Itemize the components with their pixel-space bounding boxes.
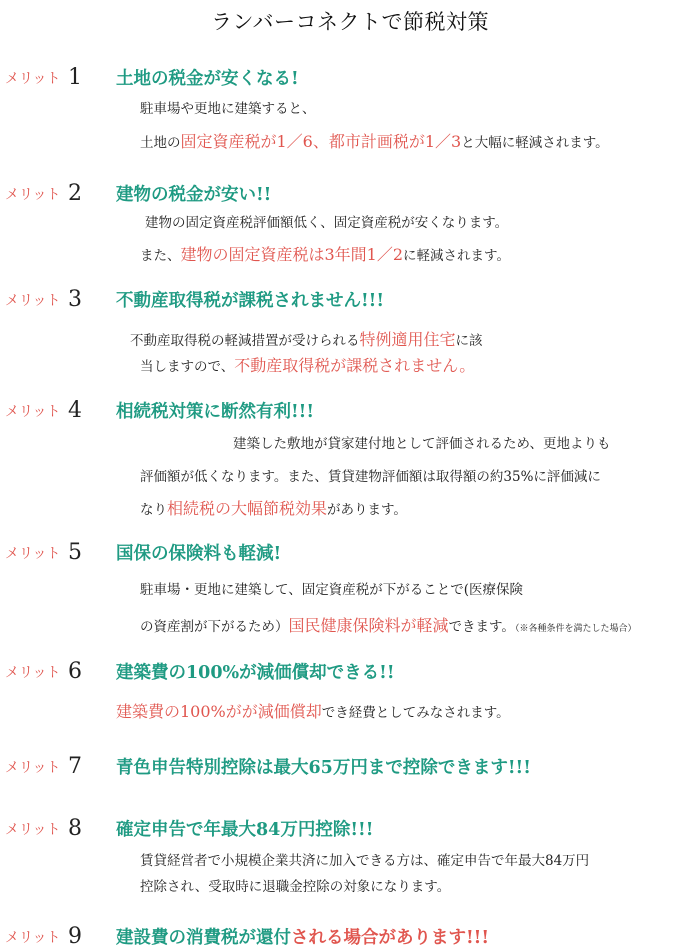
highlight-text: 建築費の100%がが減価償却: [116, 702, 322, 721]
merit-text-line: 不動産取得税の軽減措置が受けられる特例適用住宅に該: [130, 330, 483, 349]
merit-number: 9: [68, 924, 82, 949]
highlight-text: 国民健康保険料が軽減: [288, 616, 449, 635]
merit-heading-red: される場合があります!!!: [291, 928, 490, 948]
merit-heading: 土地の税金が安くなる!: [116, 69, 299, 89]
merit-label: メリット: [5, 71, 61, 87]
highlight-text: 不動産取得税が課税されません。: [234, 356, 476, 375]
merit-number: 7: [68, 754, 82, 779]
merit-text-line: 評価額が低くなります。また、賃貸建物評価額は取得額の約35%に評価減に: [140, 469, 601, 485]
merit-text-line: 当しますので、不動産取得税が課税されません。: [140, 356, 476, 375]
merit-text-line: 建物の固定資産税評価額低く、固定資産税が安くなります。: [145, 215, 509, 231]
merit-number: 6: [68, 659, 82, 684]
highlight-text: 相続税の大幅節税効果: [167, 499, 328, 518]
merit-heading: 建物の税金が安い!!: [116, 185, 272, 205]
merit-label: メリット: [5, 822, 61, 838]
highlight-text: 固定資産税が1／6、都市計画税が1／3: [180, 132, 462, 151]
merit-heading: 不動産取得税が課税されません!!!: [116, 291, 385, 311]
merit-text-line: 賃貸経営者で小規模企業共済に加入できる方は、確定申告で年最大84万円: [140, 853, 590, 869]
merit-text-line: 駐車場・更地に建築して、固定資産税が下がることで(医療保険: [140, 582, 523, 598]
condition-note: （※各種条件を満たした場合）: [514, 624, 637, 634]
page-title: ランバーコネクトで節税対策: [210, 10, 490, 34]
merit-heading: 建築費の100%が減価償却できる!!: [116, 663, 395, 683]
merit-text-line: 土地の固定資産税が1／6、都市計画税が1／3と大幅に軽減されます。: [140, 132, 609, 151]
merit-text-line: の資産割が下がるため）国民健康保険料が軽減できます。（※各種条件を満たした場合）: [140, 616, 637, 635]
merit-heading: 確定申告で年最大84万円控除!!!: [116, 820, 374, 840]
merit-label: メリット: [5, 665, 61, 681]
merit-heading: 建設費の消費税が還付される場合があります!!!: [116, 928, 490, 948]
merit-text-line: 建築費の100%がが減価償却でき経費としてみなされます。: [116, 702, 510, 721]
merit-text-line: 控除され、受取時に退職金控除の対象になります。: [140, 879, 451, 895]
merit-heading: 国保の保険料も軽減!: [116, 544, 282, 564]
merit-number: 1: [68, 65, 82, 90]
merit-label: メリット: [5, 187, 61, 203]
merit-heading: 相続税対策に断然有利!!!: [116, 402, 315, 422]
merit-number: 8: [68, 816, 82, 841]
highlight-text: 特例適用住宅: [359, 330, 456, 349]
merit-label: メリット: [5, 930, 61, 946]
merit-number: 2: [68, 181, 82, 206]
merit-label: メリット: [5, 293, 61, 309]
merit-number: 4: [68, 398, 82, 423]
merit-number: 5: [68, 540, 82, 565]
merit-text-line: なり相続税の大幅節税効果があります。: [140, 499, 407, 518]
merit-label: メリット: [5, 760, 61, 776]
merit-label: メリット: [5, 546, 61, 562]
merit-label: メリット: [5, 404, 61, 420]
merit-text-line: 建築した敷地が貸家建付地として評価されるため、更地よりも: [233, 436, 611, 452]
merit-number: 3: [68, 287, 82, 312]
merit-text-line: また、建物の固定資産税は3年間1／2に軽減されます。: [140, 245, 510, 264]
merit-text-line: 駐車場や更地に建築すると、: [140, 101, 316, 117]
highlight-text: 建物の固定資産税は3年間1／2: [180, 245, 404, 264]
merit-heading: 青色申告特別控除は最大65万円まで控除できます!!!: [116, 758, 531, 778]
